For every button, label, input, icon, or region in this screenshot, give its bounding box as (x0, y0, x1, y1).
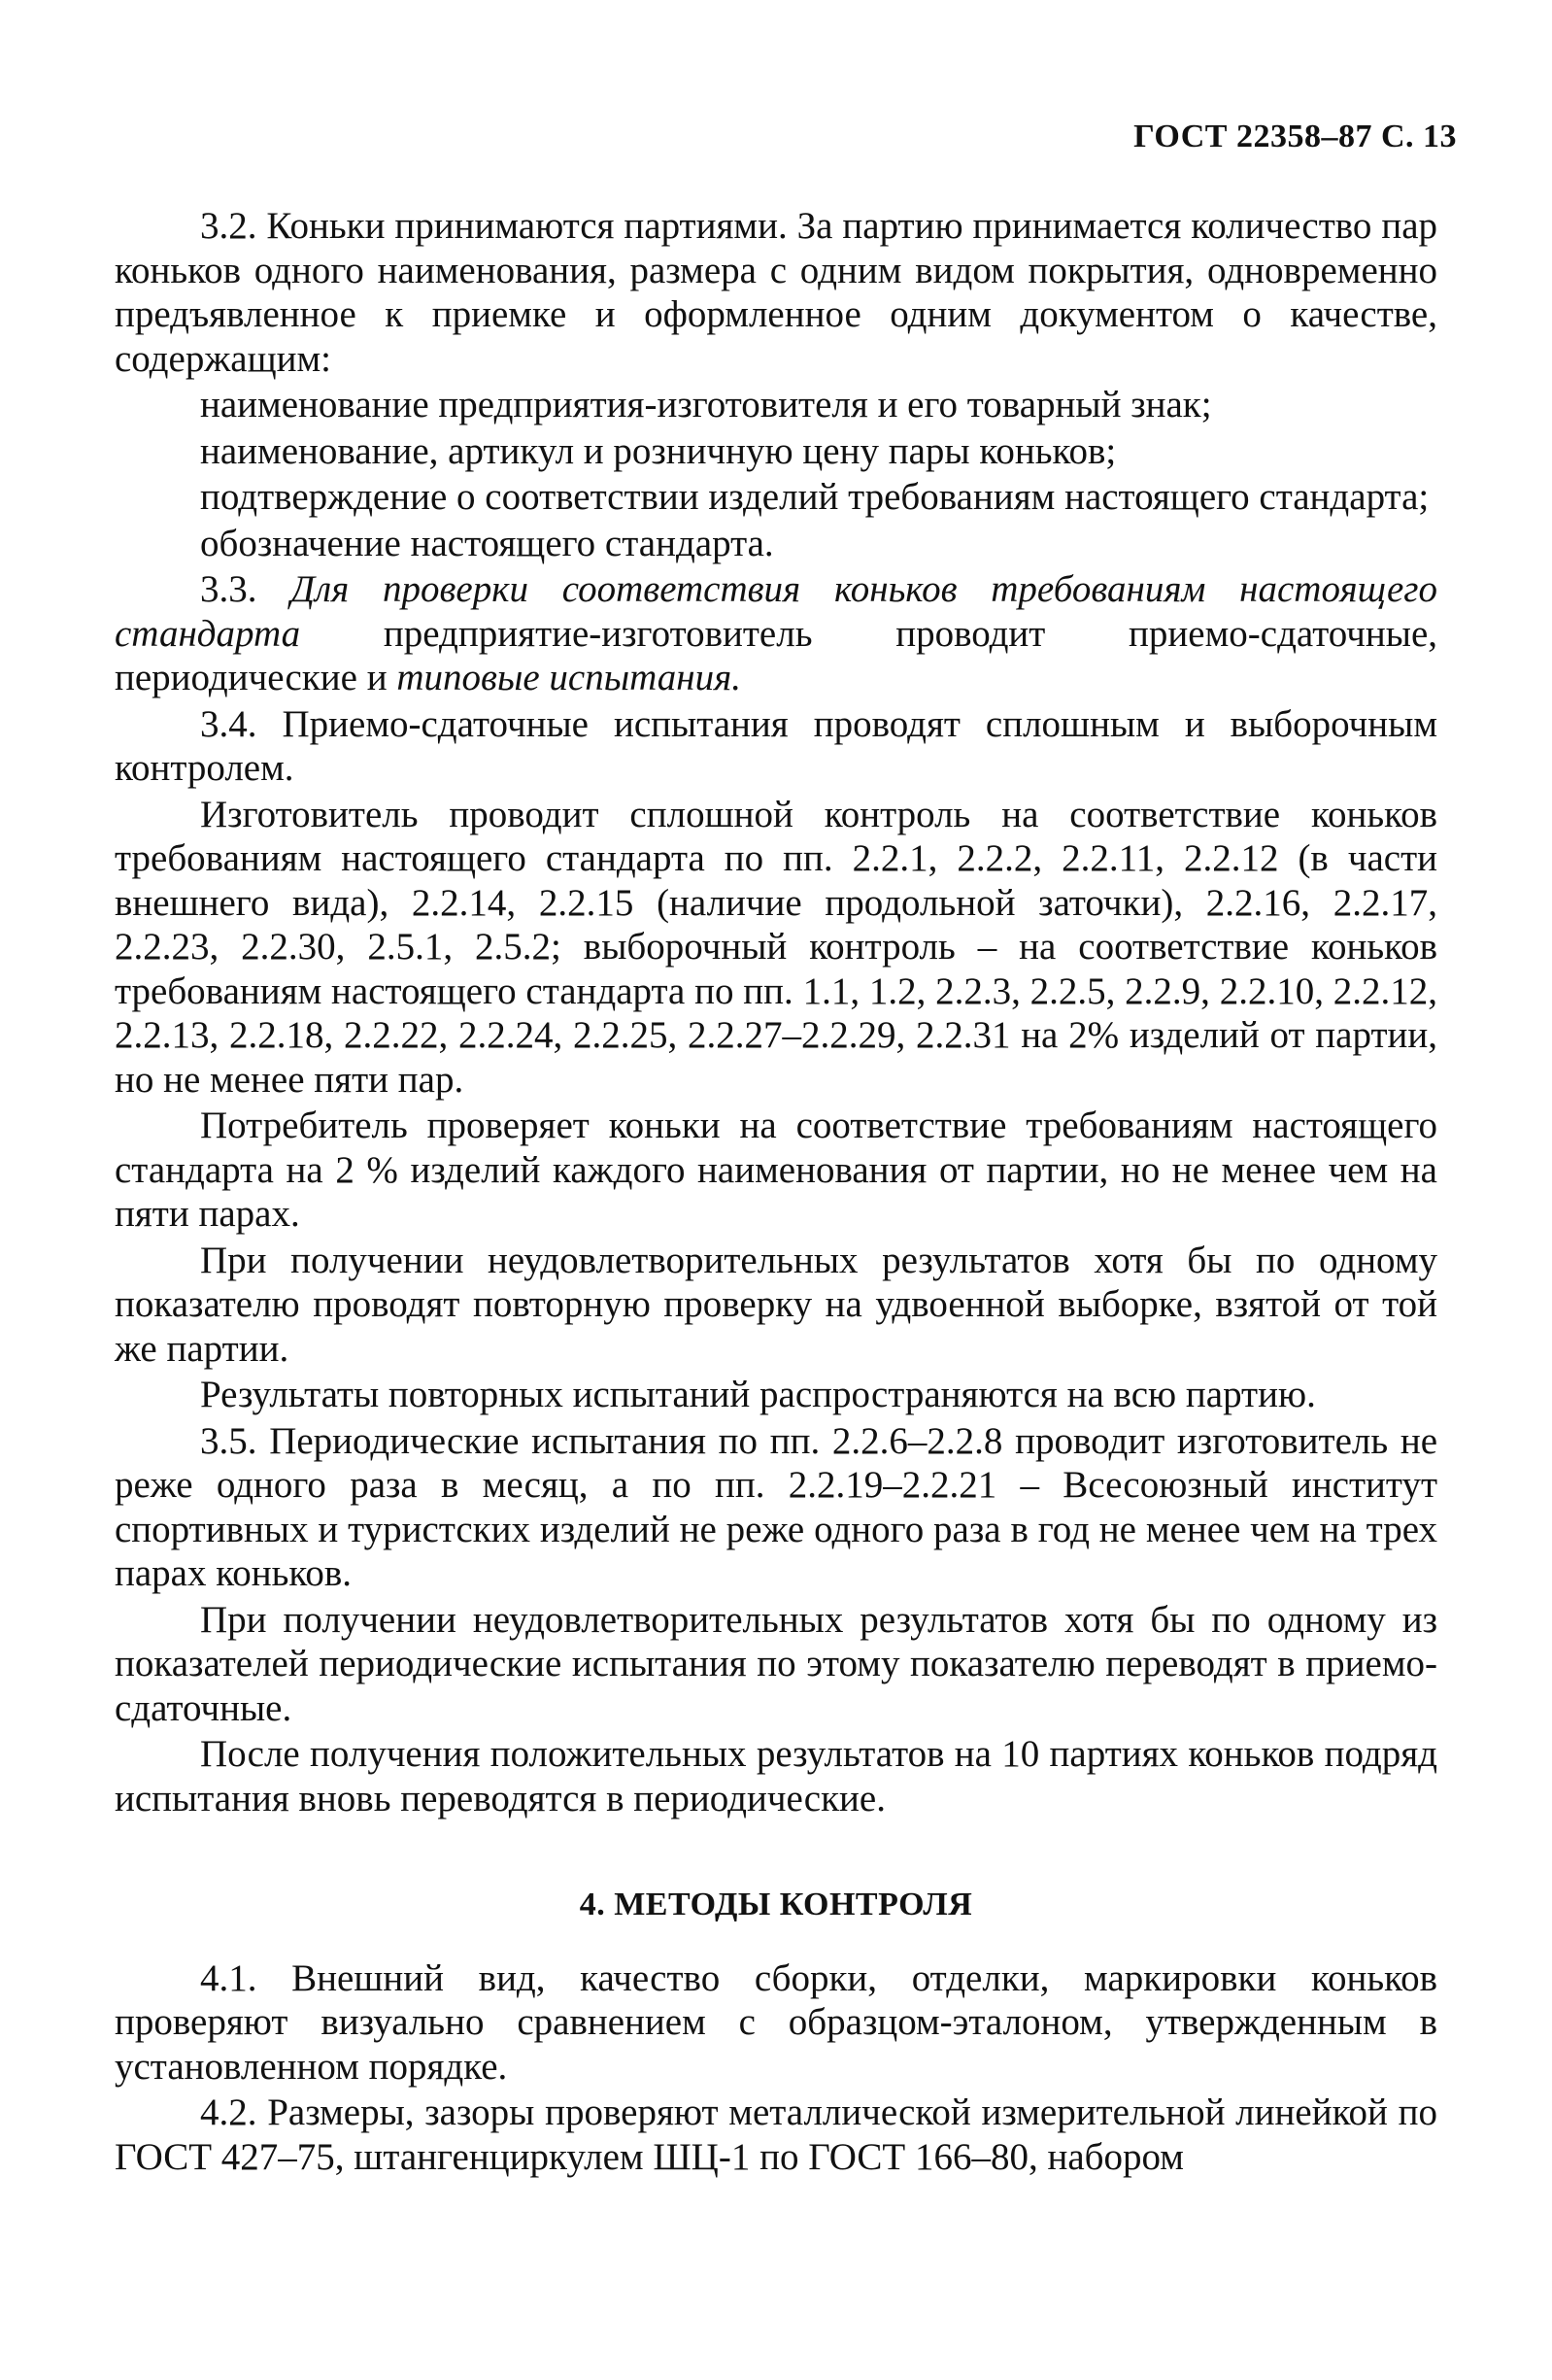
clause-number: 3.3. (200, 568, 257, 610)
clause-text: Размеры, зазоры проверяют металлической измерительной линейкой по ГОСТ 427–75, штангенциркулем ШЦ-1 по ГОСТ 166–80, набором (115, 2091, 1438, 2178)
clause-text: Коньки принимаются партиями. За партию принимается количество пар коньков одного наименования, размера с одним видом покрытия, одновременно предъявленное к приемке и оформленное одним документом о качестве, содержащим: (115, 205, 1437, 380)
list-item: наименование предприятия-изготовителя и его товарный знак; (200, 384, 1212, 425)
clause-text-italic-end: типовые испытания. (396, 657, 742, 698)
paragraph-3-2 (115, 204, 1437, 383)
clause-number: 4.2. (200, 2091, 257, 2133)
paragraph-3-3 (115, 567, 1437, 702)
list-item: наименование, артикул и розничную цену пары коньков; (200, 429, 1117, 472)
document-body (115, 204, 1437, 2181)
paragraph-3-4-manufacturer: Изготовитель проводит сплошной контроль на соответствие коньков требованиям настоящего стандарта по пп. 2.2.1, 2.2.2, 2.2.11, 2.2.12 (в части внешнего вида), 2.2.14, 2.2.15 (наличие продольной заточки), 2.2.16, 2.2.17, 2.2.23, 2.2.30, 2.5.1, 2.5.2; выборочный контроль – на соответствие коньков требованиям настоящего стандарта по пп. 1.1, 1.2, 2.2.3, 2.2.5, 2.2.9, 2.2.10, 2.2.12, 2.2.13, 2.2.18, 2.2.22, 2.2.24, 2.2.25, 2.2.27–2.2.29, 2.2.31 на 2% изделий от партии, но не менее пяти пар. (115, 793, 1437, 1101)
clause-number: 4.1. (200, 1956, 257, 1999)
paragraph-3-4 (115, 702, 1437, 793)
clause-number: 3.4. (200, 702, 257, 745)
list-item: подтверждение о соответствии изделий требованиям настоящего стандарта; (200, 476, 1430, 518)
clause-number: 3.5. (200, 1419, 257, 1462)
paragraph-3-5-unsatisfactory: При получении неудовлетворительных результатов хотя бы по одному из показателей периодические испытания по этому показателю переводят в приемо-сдаточные. (115, 1598, 1437, 1729)
page-header: ГОСТ 22358–87 С. 13 (1133, 119, 1457, 154)
clause-text-italic: Для проверки соответствия коньков требованиям настоящего стандарта (115, 568, 1438, 655)
paragraph-3-5-positive: После получения положительных результатов на 10 партиях коньков подряд испытания вновь переводятся в периодические. (115, 1733, 1437, 1819)
clause-text: Внешний вид, качество сборки, отделки, маркировки коньков проверяют визуально сравнением с образцом-эталоном, утвержденным в установленном порядке. (115, 1956, 1437, 2088)
list-item: обозначение настоящего стандарта. (200, 522, 774, 564)
clause-number: 3.2. (200, 205, 257, 247)
clause-text: Периодические испытания по пп. 2.2.6–2.2.8 проводит изготовитель не реже одного раза в месяц, а по пп. 2.2.19–2.2.21 – Всесоюзный институт спортивных и туристских изделий не реже одного раза в год не менее чем на трех парах коньков. (115, 1419, 1438, 1594)
clause-text: Приемо-сдаточные испытания проводят сплошным и выборочным контролем. (115, 702, 1437, 789)
section-title: 4. МЕТОДЫ КОНТРОЛЯ (579, 1887, 973, 1922)
paragraph-3-4-results: Результаты повторных испытаний распространяются на всю партию. (200, 1374, 1316, 1415)
paragraph-3-4-consumer: Потребитель проверяет коньки на соответствие требованиям настоящего стандарта на 2 % изделий каждого наименования от партии, но не менее чем на пяти парах. (115, 1105, 1437, 1235)
paragraph-3-5 (115, 1419, 1437, 1598)
paragraph-4-1 (115, 1956, 1437, 2091)
paragraph-3-4-retest: При получении неудовлетворительных результатов хотя бы по одному показателю проводят повторную проверку на удвоенной выборке, взятой от той же партии. (115, 1239, 1437, 1370)
clause-text: предприятие-изготовитель проводит приемо-сдаточные, периодические и (115, 612, 1438, 698)
paragraph-4-2 (115, 2091, 1437, 2181)
